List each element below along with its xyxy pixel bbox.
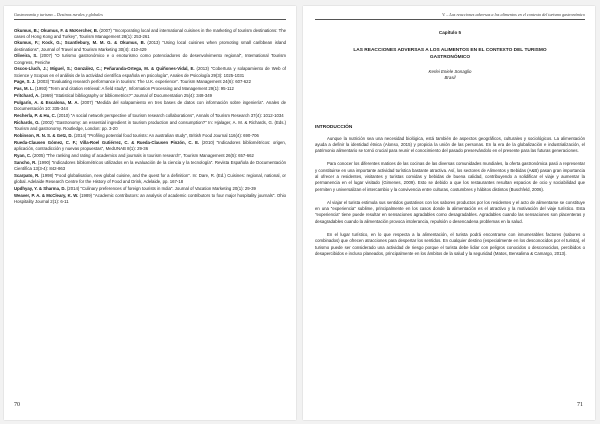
right-running-head: V. – Las reacciones adversas a los alimentos en el contexto del turismo gastronómico [315,12,585,20]
reference-text: (2014) "Culinary preferences of foreign tourists in India". Journal of Vacation Marketing 20(1): 29-39 [66,185,256,191]
reference-text: (2002) "Gastronomy: an essential ingredient in tourism production and consumption?" In: Hjalager, A. M. & Richards, G. (Eds.) Tourism and gastronomy. Routledge, London: pp. 3-20 [14,119,287,132]
reference-text: (2007) "Medida del solapamiento en tres bases de datos con información sobre ingeniería". Anales de Documentación 10: 335-344 [14,100,286,112]
reference-authors: Oliveira, S. [14,53,38,59]
section-heading: INTRODUCCIÓN [315,124,353,130]
reference-entry [14,160,286,172]
reference-entry [14,66,286,78]
reference-authors: Okumus, B.; Okumus, F. & McKercher, B. [14,27,99,33]
reference-entry [14,186,286,192]
reference-entry [14,140,286,152]
body-paragraph: Aunque la nutrición sea una necesidad biológica, está también de aspectos geográficos, culturales y sociológicos. La alimentación ayuda a definir la identidad étnica (Alonso, 2015) y propicia la unión de las personas. En la era de la globalización e industrialización, el patrimonio alimentario se tornó crucial para reunir el conocimiento del pasado preservándolo en el presente para las futuras generaciones. [315,135,585,154]
author-country: Brasil [444,74,456,80]
reference-text: (2013) "Cobertura y solapamiento de Web of Science y Scopus en el análisis de la actividad científica española en psicología", Anales de Psicología 29(3): 1025-1031 [14,66,286,78]
reference-entry [14,153,286,159]
reference-text: (1993) "Term and citation retrieval: A field study", Information Processing and Management 29(1): 95-112 [35,86,234,92]
reference-authors: Pas, M. L. [14,86,34,92]
body-paragraph: En el lugar turístico, en lo que respecta a la alimentación, el turista podrá encontrarse con innumerables factores (sabores o combinados) que ofrecen atracciones para despertar los sentidos. En cualquier destino (especialmente en los desconocidos por el turista), el turismo puede ser considerado una actividad de riesgo porque el turista debe lidiar con peligros conocidos o desconocidos, percibidos o desapercibidos e incluso planeados, principalmente en los ámbitos de la salud y la seguridad (Matos, Bensalima & Camargo, 2013). [315,232,585,256]
body-paragraph: Al viajar el turista estimula sus sentidos gustativos con los sabores productos por los residentes y el acto de alimentarse se constituye en una "experiencia" sublime, principalmente en los casos donde la alimentación es el atractivo y la motivación del viaje turístico. Esta "experiencia" tiene puede resultar en sensaciones agradables como desagradables. Agradables cuando las sensaciones son placenteras y desagradables cuando la alimentación provoca intolerancia, repulsión o desencadena problemas en la salud. [315,199,585,224]
reference-authors: Pritchard, A. [14,93,40,99]
reference-authors: Robinson, R. N. S. & Getz, D. [14,132,73,138]
reference-entry [14,53,286,65]
reference-authors: Pulgarín, A. & Escalona, M. A. [14,100,79,106]
reference-entry [14,40,286,52]
reference-text: (2013) "Using local cuisines when promoting small caribbean island destinations", Journal of Travel and Tourism Marketing 30(4): 410-429 [14,40,286,52]
author-name: Kerlei Eniele Sonaglio [428,68,472,74]
reference-authors: Rueda-Clausen Gómez, C. F.; Villa-Roel Gutiérrez, C. & Rueda-Clausen Pinzón, C. E. [14,139,200,145]
reference-entry [14,133,286,139]
reference-text: (1969) "Statistical bibliography or bibliometrics?" Journal of Documentation 25(4): 348-349 [40,93,213,99]
reference-text: (1989) "Academic contributors: an analysis of academic contributors to four major hospitality journals". Ohio Hospitality Journal 2(1): 6-11 [14,192,286,204]
right-page [303,6,595,420]
chapter-label: Capítulo 5 [438,29,462,35]
reference-entry [14,100,286,112]
reference-entry [14,120,286,132]
reference-text: (2010) "Indicadores bibliométricos: origen, aplicación, contradicción y nuevas propuestas", MedUNAB 8(1): 29-36 [14,139,286,151]
reference-entry [14,173,286,185]
body-text [315,136,585,258]
reference-text: (1990) "Indicadores bibliométricos utilizados en la evaluación de la ciencia y la tecnología". Revista Española de Documentación Científica 13(3-4): 842-863 [14,159,286,171]
reference-entry [14,113,286,119]
reference-entry [14,93,286,99]
reference-entry [14,28,286,40]
left-running-head: Gastronomía y turismo – Destinos rurales y globales [14,12,286,20]
left-page [4,6,296,420]
article-title: LAS REACCIONES ADVERSAS A LOS ALIMENTOS EN EL CONTEXTO DEL TURISMO GASTRONÓMICO [353,47,547,60]
reference-authors: Oscos-Lluch, J.; Miguel, S.; González, C.; Peñaranda-Ortega, M. & Quiñones-Vidal, E. [14,66,195,72]
reference-authors: Sancho, R. [14,159,37,165]
right-page-number: 71 [577,402,583,408]
reference-authors: Ryan, C. [14,152,32,158]
left-page-number: 70 [14,402,20,408]
reference-list [14,28,286,205]
reference-text: (2014) "Profiling potential food tourists: An australian study", British Food Journal 116(4): 690-706 [73,132,259,138]
reference-text: (1998) "Food globalisation, new global cuisine, and the quest for a definition". In: Dare, R. (Ed.) Cuisines: regional, national, or global. Adelaide Research Centre for the History of Food and Drink, Adelaide, pp. 167-18 [14,172,286,184]
reference-text: (2010) "A social network perspective of tourism research collaborations", Annals of Tourism Research 37(4): 1012-1034 [57,113,284,119]
reference-authors: Recherla, P. & Hu, C. [14,113,56,119]
reference-authors: Richards, G. [14,119,40,125]
reference-entry [14,79,286,85]
reference-authors: Scarpato, R. [14,172,40,178]
reference-text: (2003) "Evaluating research performance in tourism: The U.K. experience". Tourism Management 24(6): 607-622 [36,79,251,85]
reference-authors: Weaver, P. A. & McCleary, K. W. [14,192,79,198]
reference-text: (2007) "Incorporating local and international cuisines in the marketing of tourism destinations: The cases of Hong Kong and Turkey", Tourism Management 28(1): 253-261 [14,27,286,39]
reference-text: (2005) "The ranking and rating of academics and journals in tourism research", Tourism Management 26(5): 657-662 [32,152,254,158]
body-paragraph: Para conocer los diferentes matices de las cocinas de las diversas comunidades mundiales, la oferta gastronómica pasó a representar y constituirse en una importante actividad turística bastante atractiva. Así, los sectores de Alimentos y Bebidas (A&B) pasan gran importancia al ofrecer a residentes, visitantes y turistas comidas y bebidas de buena calidad, contribuyendo a solidificar el viaje y aumentar la permanencia en el lugar visitado (Gimenes, 2009). Esto se debido a que los restaurantes resultan espacios de ocio y sociabilidad que permiten y universalizan el intercambio y la convivencia entre culturas, costumbres y hábitos distintos (Buschfeld, 2006). [315,161,585,192]
reference-text: (2007) "O turismo gastronómico e o enoturismo como potenciadores do desenvolvimento regional", International Tourism Congress, Peniche [14,53,287,65]
reference-authors: Updhyay, Y. & Sharma, D. [14,185,66,191]
reference-authors: Page, S. J. [14,79,36,85]
reference-entry [14,86,286,92]
reference-authors: Okumus, F.; Kock, G.; Scantlebury, M. M. G. & Okumus, B. [14,40,145,46]
reference-entry [14,193,286,205]
